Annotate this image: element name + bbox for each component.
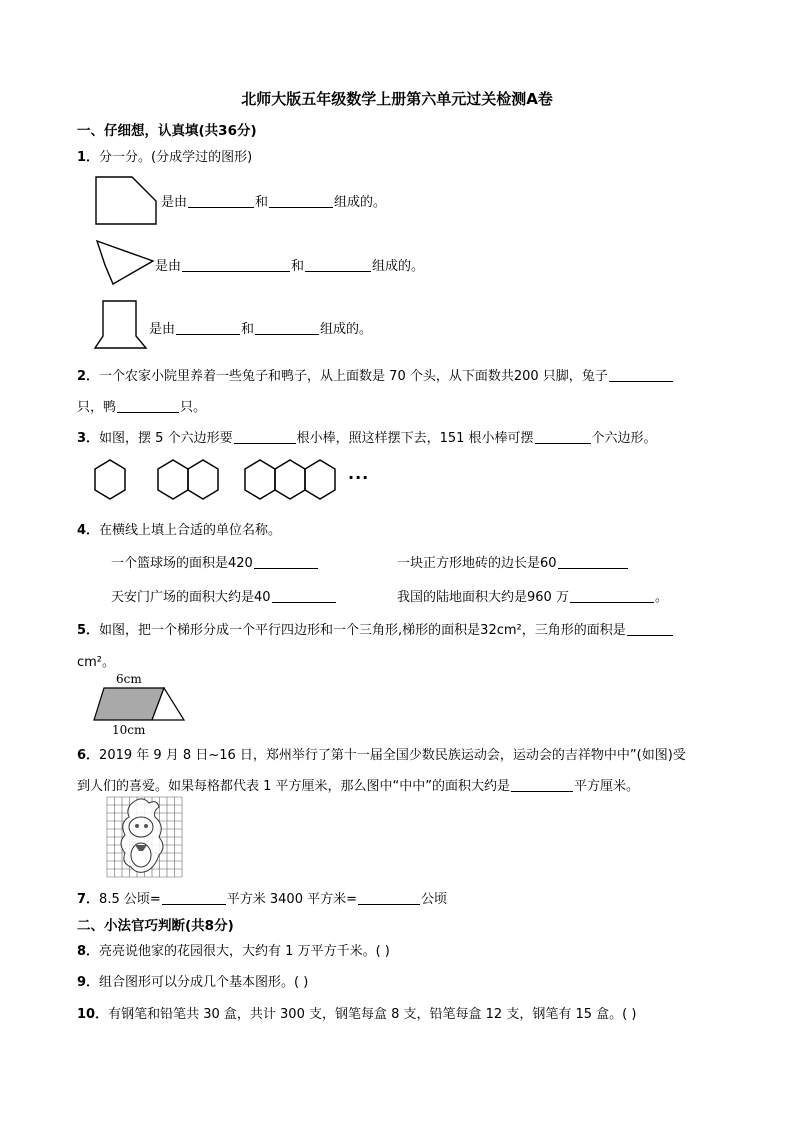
answer-blank[interactable]	[558, 554, 628, 569]
question-text: 分一分。(分成学过的图形)	[99, 150, 253, 165]
section-1-heading: 一、仔细想，认真填(共36分)	[77, 123, 257, 139]
answer-blank[interactable]	[234, 429, 296, 444]
trapezoid-figure	[93, 300, 149, 350]
answer-blank[interactable]	[272, 588, 336, 603]
q4-item-c: 天安门广场的面积大约是40	[111, 586, 337, 605]
answer-blank[interactable]	[269, 193, 333, 208]
question-6-line-2: 到人们的喜爱。如果每格都代表 1 平方厘米，那么图中“中中”的面积大约是 平方厘米。	[77, 779, 640, 794]
question-10: 10．有钢笔和铅笔共 30 盒，共计 300 支，钢笔每盒 8 支，铅笔每盒 12 支，钢笔有 15 盒。( )	[77, 1007, 637, 1022]
answer-blank[interactable]	[255, 320, 319, 335]
section-2-heading: 二、小法官巧判断(共8分)	[77, 918, 234, 934]
answer-blank[interactable]	[182, 257, 290, 272]
question-5: 5．如图，把一个梯形分成一个平行四边形和一个三角形,梯形的面积是32cm²，三角形的面积是	[77, 619, 674, 638]
question-2: 2．一个农家小院里养着一些兔子和鸭子，从上面数是 70 个头，从下面数共200 只脚，兔子	[77, 365, 674, 384]
page-title: 北师大版五年级数学上册第六单元过关检测A卷	[241, 90, 553, 108]
question-number: 1．	[77, 150, 100, 165]
q1-line-b: 是由 和 组成的。	[155, 259, 425, 274]
top-length-label: 6cm	[116, 672, 142, 686]
q4-item-d: 我国的陆地面积大约是960 万 。	[397, 590, 668, 605]
q4-item-b: 一块正方形地砖的边长是60	[397, 552, 629, 571]
arrow-shape-figure	[93, 240, 157, 286]
question-6: 6．2019 年 9 月 8 日~16 日，郑州举行了第十一届全国少数民族运动会，运动会的吉祥物中中”(如图)受	[77, 748, 686, 763]
bottom-length-label: 10cm	[112, 723, 146, 737]
answer-blank[interactable]	[358, 890, 420, 905]
hexagon-pattern-figure	[90, 458, 350, 504]
question-3: 3．如图，摆 5 个六边形要 根小棒，照这样摆下去，151 根小棒可摆 个六边形。	[77, 431, 657, 446]
trapezoid-diagram	[92, 672, 192, 736]
answer-blank[interactable]	[162, 890, 226, 905]
question-4: 4．在横线上填上合适的单位名称。	[77, 523, 282, 538]
answer-blank[interactable]	[254, 554, 318, 569]
pentagon-figure	[95, 176, 159, 226]
question-9: 9．组合图形可以分成几个基本图形。( )	[77, 975, 309, 990]
answer-blank[interactable]	[305, 257, 371, 272]
q4-item-a: 一个篮球场的面积是420	[111, 552, 319, 571]
answer-blank[interactable]	[609, 367, 673, 382]
question-1	[77, 146, 252, 165]
answer-blank[interactable]	[627, 621, 673, 636]
answer-blank[interactable]	[535, 429, 591, 444]
answer-blank[interactable]	[117, 398, 179, 413]
answer-blank[interactable]	[176, 320, 240, 335]
question-5-line-2: cm²。	[77, 655, 116, 670]
question-2-line-2: 只，鸭 只。	[77, 400, 207, 415]
q1-line-a: 是由 和 组成的。	[161, 195, 387, 210]
answer-blank[interactable]	[188, 193, 254, 208]
q1-line-c: 是由 和 组成的。	[149, 322, 373, 337]
answer-blank[interactable]	[511, 777, 573, 792]
mascot-grid-figure	[107, 797, 183, 879]
ellipsis: ···	[348, 468, 370, 487]
question-8: 8．亮亮说他家的花园很大，大约有 1 万平方千米。( )	[77, 944, 390, 959]
answer-blank[interactable]	[570, 588, 654, 603]
question-7: 7．8.5 公顷= 平方米 3400 平方米= 公顷	[77, 892, 448, 907]
